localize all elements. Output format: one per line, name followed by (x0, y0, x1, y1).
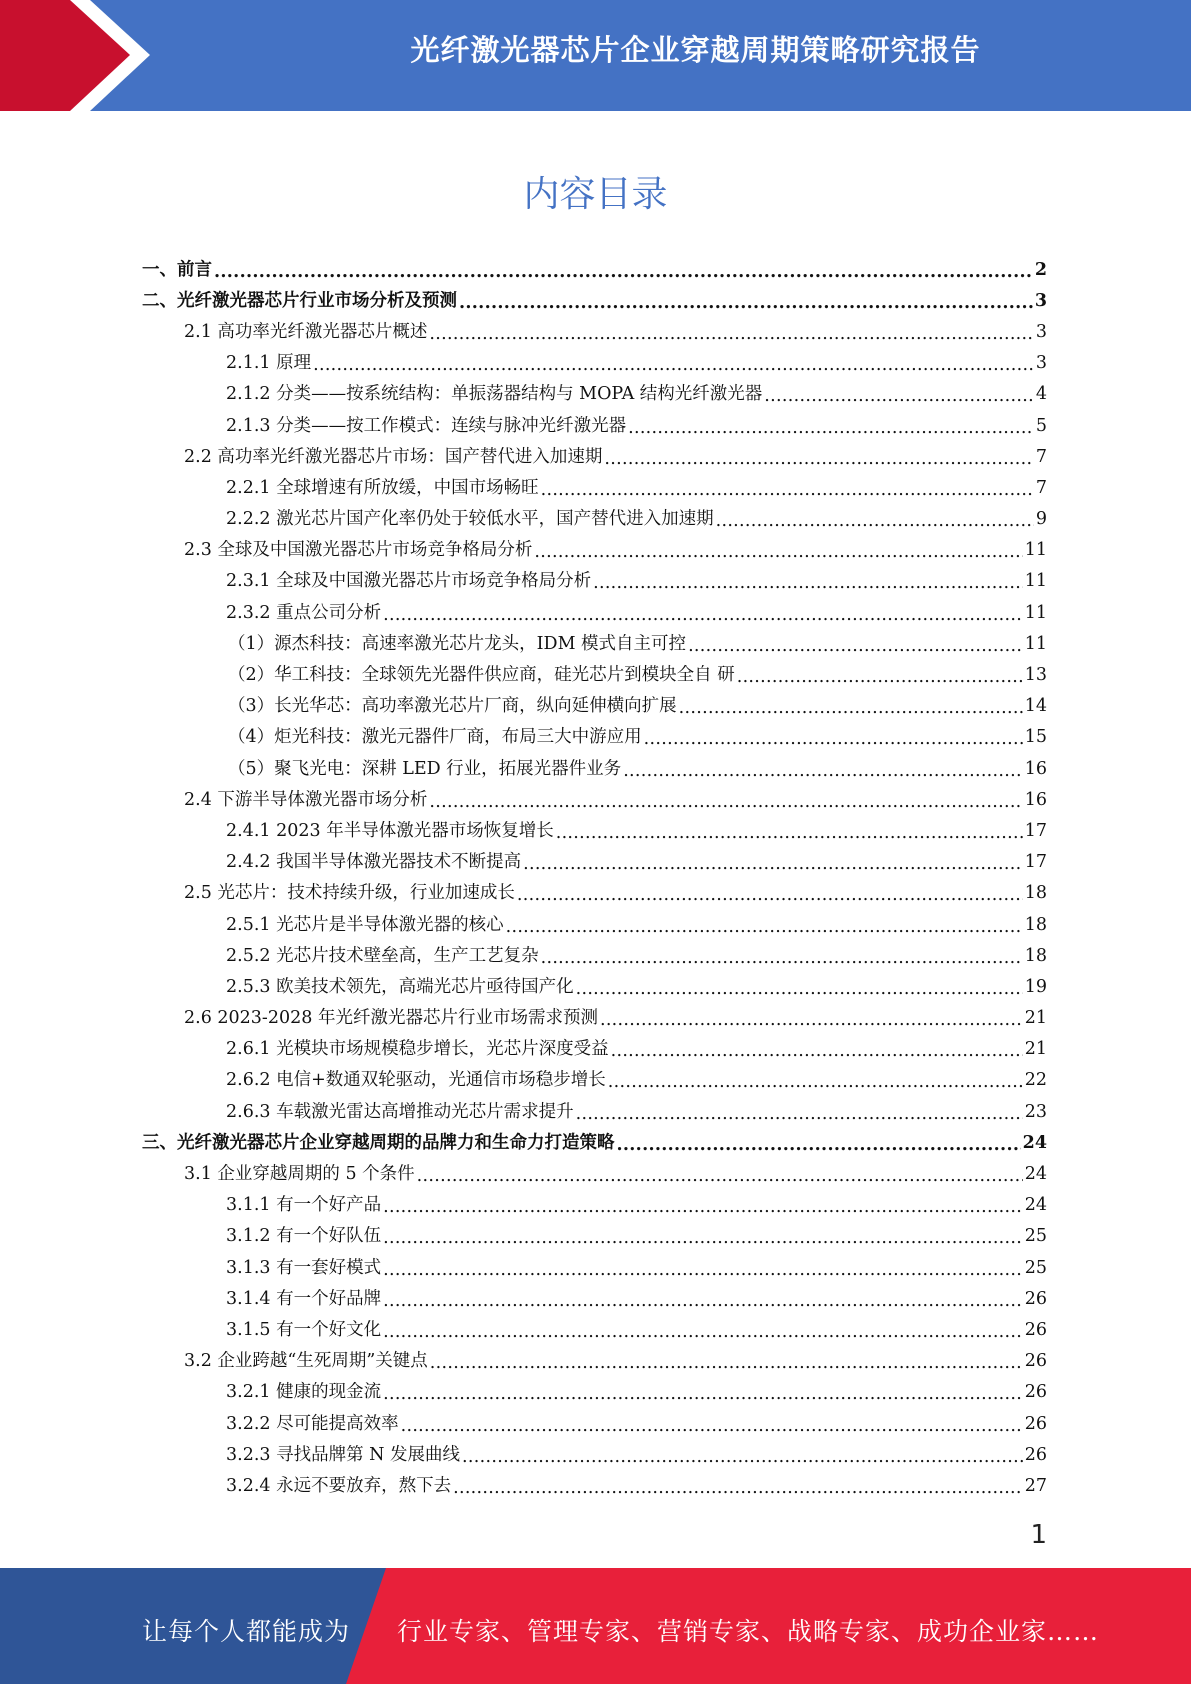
toc-entry-page: 21 (1024, 1008, 1047, 1029)
toc-entry-title: 2.6 2023-2028 年光纤激光器芯片行业市场需求预测 (184, 1008, 598, 1029)
toc-entry[interactable] (0, 659, 1191, 690)
toc-entry-page: 17 (1024, 820, 1047, 841)
toc-dot-leader (541, 479, 1034, 501)
toc-dot-leader (679, 697, 1023, 719)
toc-dot-leader (534, 541, 1022, 563)
toc-entry-page: 3 (1035, 321, 1047, 342)
toc-entry[interactable] (0, 535, 1191, 566)
toc-entry-title: 3.1.3 有一套好模式 (226, 1257, 382, 1278)
toc-dot-leader (608, 1071, 1023, 1093)
toc-entry[interactable] (0, 410, 1191, 441)
toc-entry-title: 2.1.2 分类——按系统结构：单振荡器结构与 MOPA 结构光纤激光器 (226, 384, 763, 405)
toc-entry-page: 16 (1024, 758, 1047, 779)
toc-entry-page: 17 (1024, 852, 1047, 873)
toc-dot-leader (628, 417, 1034, 439)
toc-heading: 内容目录 (523, 174, 668, 215)
toc-entry-page: 11 (1024, 602, 1047, 623)
toc-entry[interactable] (0, 1221, 1191, 1252)
toc-entry-title: 3.2.2 尽可能提高效率 (226, 1413, 399, 1434)
toc-entry[interactable] (0, 1127, 1191, 1158)
toc-dot-leader (383, 1290, 1023, 1312)
toc-entry-page: 21 (1024, 1039, 1047, 1060)
toc-entry-title: 2.4.1 2023 年半导体激光器市场恢复增长 (226, 820, 554, 841)
toc-entry-page: 15 (1024, 727, 1047, 748)
toc-entry[interactable] (0, 1470, 1191, 1501)
toc-entry-page: 23 (1024, 1101, 1047, 1122)
toc-entry-title: 二、光纤激光器芯片行业市场分析及预测 (142, 290, 457, 311)
toc-entry-title: 2.6.3 车载激光雷达高增推动光芯片需求提升 (226, 1101, 574, 1122)
toc-entry[interactable] (0, 1096, 1191, 1127)
toc-dot-leader (576, 978, 1023, 1000)
toc-entry[interactable] (0, 1346, 1191, 1377)
toc-dot-leader (313, 354, 1034, 376)
toc-dot-leader (383, 1196, 1023, 1218)
toc-dot-leader (429, 323, 1033, 345)
toc-dot-leader (576, 1103, 1023, 1125)
toc-entry-title: 2.2 高功率光纤激光器芯片市场：国产替代进入加速期 (184, 446, 603, 467)
toc-dot-leader (383, 604, 1023, 626)
toc-entry-title: 3.2.4 永远不要放弃，熬下去 (226, 1475, 452, 1496)
toc-entry[interactable] (0, 847, 1191, 878)
toc-dot-leader (383, 1259, 1023, 1281)
toc-entry-page: 26 (1024, 1288, 1047, 1309)
toc-entry-title: 3.1.5 有一个好文化 (226, 1319, 382, 1340)
toc-entry-page: 26 (1024, 1382, 1047, 1403)
toc-dot-leader (430, 1352, 1023, 1374)
toc-dot-leader (541, 947, 1023, 969)
toc-dot-leader (716, 510, 1034, 532)
header-banner (0, 0, 1191, 111)
footer-banner (0, 1568, 1191, 1684)
toc-entry[interactable] (0, 1003, 1191, 1034)
toc-entry-title: （1）源杰科技：高速率激光芯片龙头，IDM 模式自主可控 (228, 633, 687, 654)
toc-entry-page: 3 (1034, 290, 1047, 311)
toc-dot-leader (623, 760, 1023, 782)
toc-entry-title: 2.5.1 光芯片是半导体激光器的核心 (226, 914, 504, 935)
toc-entry[interactable] (0, 815, 1191, 846)
toc-entry-page: 26 (1024, 1413, 1047, 1434)
toc-entry-title: 2.5.2 光芯片技术壁垒高，生产工艺复杂 (226, 945, 539, 966)
toc-entry[interactable] (0, 285, 1191, 316)
toc-entry-title: 3.1.4 有一个好品牌 (226, 1288, 382, 1309)
toc-dot-leader (429, 791, 1022, 813)
toc-entry[interactable] (0, 1190, 1191, 1221)
toc-entry[interactable] (0, 971, 1191, 1002)
toc-dot-leader (523, 853, 1023, 875)
toc-entry-page: 7 (1035, 446, 1047, 467)
toc-entry-title: 2.3.2 重点公司分析 (226, 602, 382, 623)
toc-entry-page: 14 (1024, 696, 1047, 717)
toc-entry[interactable] (0, 1065, 1191, 1096)
toc-entry-page: 25 (1024, 1226, 1047, 1247)
toc-entry[interactable] (0, 1377, 1191, 1408)
toc-entry-title: （3）长光华芯：高功率激光芯片厂商，纵向延伸横向扩展 (228, 696, 677, 717)
toc-entry-title: 2.3.1 全球及中国激光器芯片市场竞争格局分析 (226, 571, 592, 592)
toc-entry[interactable] (0, 753, 1191, 784)
toc-entry-page: 18 (1024, 883, 1047, 904)
page-number: 1 (1030, 1520, 1047, 1550)
toc-dot-leader (600, 1009, 1023, 1031)
toc-entry-title: 2.2.2 激光芯片国产化率仍处于较低水平，国产替代进入加速期 (226, 509, 714, 530)
toc-entry[interactable] (0, 597, 1191, 628)
toc-entry[interactable] (0, 722, 1191, 753)
toc-entry-title: （2）华工科技：全球领先光器件供应商，硅光芯片到模块全自 研 (228, 665, 735, 686)
toc-entry[interactable] (0, 472, 1191, 503)
toc-dot-leader (593, 572, 1023, 594)
toc-dot-leader (517, 884, 1023, 906)
toc-dot-leader (764, 385, 1034, 407)
footer-slogan-left: 让每个人都能成为 (142, 1617, 351, 1646)
toc-entry-title: 2.4.2 我国半导体激光器技术不断提高 (226, 852, 522, 873)
toc-entry-page: 27 (1024, 1475, 1047, 1496)
toc-entry-page: 18 (1024, 945, 1047, 966)
toc-entry-page: 9 (1035, 509, 1047, 530)
toc-entry-title: 3.2.3 寻找品牌第 N 发展曲线 (226, 1444, 461, 1465)
report-title: 光纤激光器芯片企业穿越周期策略研究报告 (410, 33, 981, 67)
toc-entry-title: 2.5.3 欧美技术领先，高端光芯片亟待国产化 (226, 976, 574, 997)
toc-entry-title: （5）聚飞光电：深耕 LED 行业，拓展光器件业务 (228, 758, 622, 779)
toc-entry-page: 11 (1024, 540, 1047, 561)
toc-entry-page: 16 (1024, 789, 1047, 810)
toc-entry-page: 24 (1024, 1195, 1047, 1216)
toc-entry-title: 2.2.1 全球增速有所放缓，中国市场畅旺 (226, 477, 539, 498)
toc-entry-title: 2.1.3 分类——按工作模式：连续与脉冲光纤激光器 (226, 415, 627, 436)
toc-entry[interactable] (0, 628, 1191, 659)
footer-slogan-right: 行业专家、管理专家、营销专家、战略专家、成功企业家…… (397, 1617, 1100, 1646)
toc-entry-title: 2.1 高功率光纤激光器芯片概述 (184, 321, 428, 342)
toc-entry[interactable] (0, 1408, 1191, 1439)
toc-dot-leader (506, 916, 1023, 938)
toc-entry[interactable] (0, 940, 1191, 971)
toc-entry[interactable] (0, 1314, 1191, 1345)
toc-entry[interactable] (0, 909, 1191, 940)
table-of-contents (0, 254, 1191, 1502)
toc-entry[interactable] (0, 1283, 1191, 1314)
toc-entry[interactable] (0, 1252, 1191, 1283)
toc-entry-page: 26 (1024, 1351, 1047, 1372)
toc-dot-leader (556, 822, 1023, 844)
toc-entry-page: 3 (1035, 353, 1047, 374)
toc-entry-title: 2.3 全球及中国激光器芯片市场竞争格局分析 (184, 540, 533, 561)
toc-dot-leader (604, 448, 1033, 470)
toc-dot-leader (462, 1446, 1023, 1468)
toc-entry[interactable] (0, 1034, 1191, 1065)
toc-entry[interactable] (0, 348, 1191, 379)
toc-entry-page: 13 (1024, 665, 1047, 686)
toc-dot-leader (617, 1134, 1021, 1156)
toc-entry[interactable] (0, 784, 1191, 815)
toc-dot-leader (401, 1415, 1023, 1437)
toc-entry-page: 18 (1024, 914, 1047, 935)
toc-dot-leader (417, 1165, 1023, 1187)
toc-entry[interactable] (0, 316, 1191, 347)
toc-entry[interactable] (0, 254, 1191, 285)
toc-entry-page: 26 (1024, 1319, 1047, 1340)
toc-entry-title: 3.1.2 有一个好队伍 (226, 1226, 382, 1247)
toc-dot-leader (644, 728, 1023, 750)
toc-dot-leader (453, 1477, 1023, 1499)
toc-entry-title: 2.4 下游半导体激光器市场分析 (184, 789, 428, 810)
toc-dot-leader (383, 1321, 1023, 1343)
toc-entry-page: 19 (1024, 976, 1047, 997)
toc-entry-page: 22 (1024, 1070, 1047, 1091)
toc-entry-title: 3.1.1 有一个好产品 (226, 1195, 382, 1216)
toc-entry[interactable] (0, 691, 1191, 722)
toc-dot-leader (611, 1040, 1023, 1062)
toc-entry-title: 三、光纤激光器芯片企业穿越周期的品牌力和生命力打造策略 (142, 1132, 615, 1153)
toc-entry-page: 11 (1024, 633, 1047, 654)
toc-entry-page: 2 (1034, 259, 1047, 280)
toc-entry-page: 7 (1035, 477, 1047, 498)
toc-entry-title: （4）炬光科技：激光元器件厂商，布局三大中游应用 (228, 727, 642, 748)
toc-entry-page: 24 (1024, 1164, 1047, 1185)
toc-dot-leader (214, 261, 1033, 283)
toc-entry[interactable] (0, 878, 1191, 909)
toc-entry[interactable] (0, 441, 1191, 472)
toc-entry[interactable] (0, 1158, 1191, 1189)
toc-dot-leader (383, 1227, 1023, 1249)
toc-entry-page: 11 (1024, 571, 1047, 592)
toc-dot-leader (688, 635, 1023, 657)
toc-entry[interactable] (0, 504, 1191, 535)
toc-entry-page: 24 (1022, 1132, 1047, 1153)
toc-dot-leader (459, 292, 1033, 314)
toc-entry[interactable] (0, 379, 1191, 410)
toc-entry-page: 26 (1024, 1444, 1047, 1465)
toc-entry-page: 25 (1024, 1257, 1047, 1278)
toc-entry-title: 2.1.1 原理 (226, 353, 312, 374)
toc-entry-title: 3.2 企业跨越“生死周期”关键点 (184, 1351, 428, 1372)
toc-entry-title: 3.2.1 健康的现金流 (226, 1382, 382, 1403)
toc-entry[interactable] (0, 566, 1191, 597)
toc-entry-title: 2.6.2 电信+数通双轮驱动，光通信市场稳步增长 (226, 1070, 606, 1091)
toc-entry-page: 5 (1035, 415, 1047, 436)
toc-entry-title: 2.5 光芯片：技术持续升级，行业加速成长 (184, 883, 515, 904)
toc-entry-page: 4 (1035, 384, 1047, 405)
toc-dot-leader (737, 666, 1023, 688)
toc-entry[interactable] (0, 1439, 1191, 1470)
toc-dot-leader (383, 1383, 1023, 1405)
toc-entry-title: 2.6.1 光模块市场规模稳步增长，光芯片深度受益 (226, 1039, 609, 1060)
toc-entry-title: 3.1 企业穿越周期的 5 个条件 (184, 1164, 415, 1185)
toc-entry-title: 一、前言 (142, 259, 212, 280)
